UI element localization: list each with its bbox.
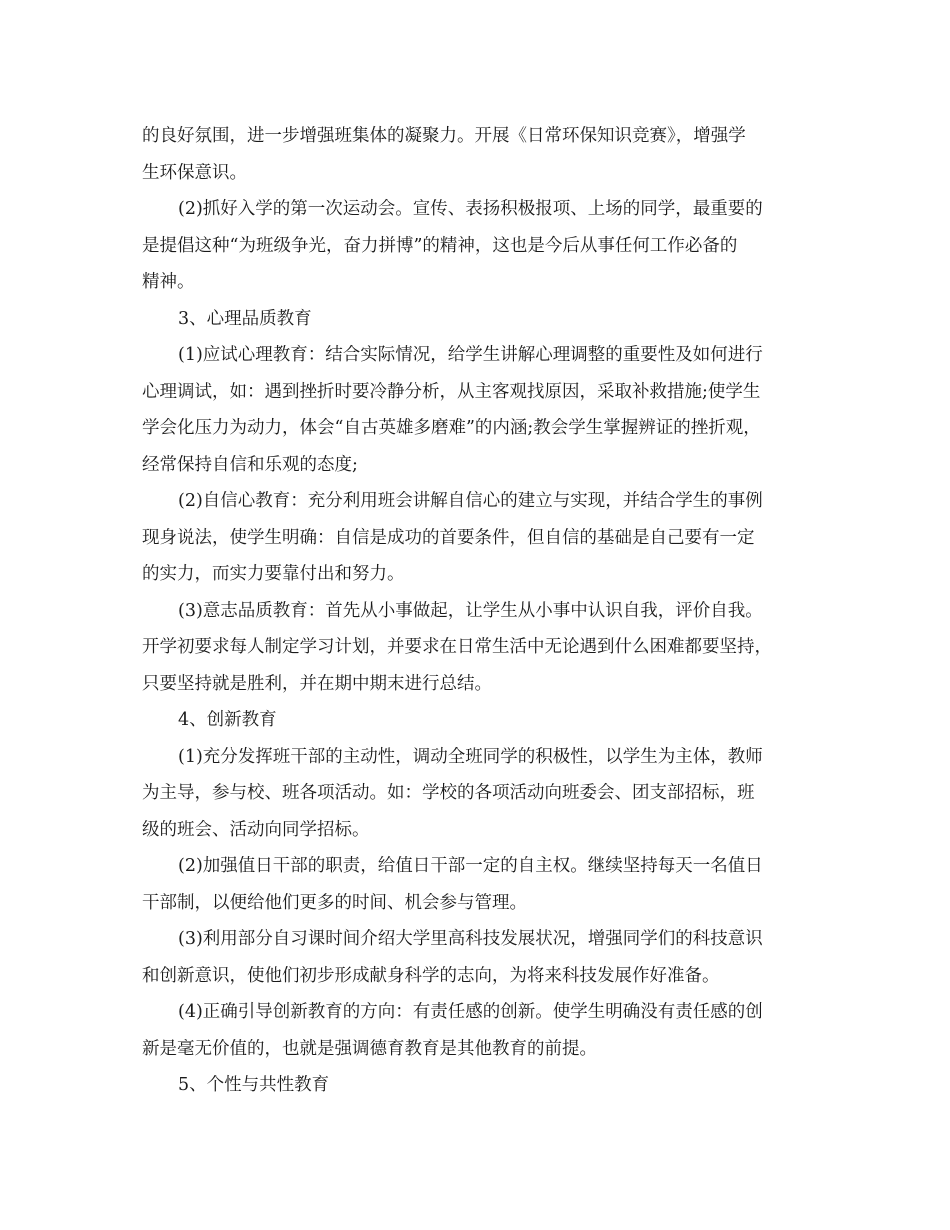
paragraph-line: 的良好氛围，进一步增强班集体的凝聚力。开展《日常环保知识竞赛》，增强学: [142, 126, 746, 146]
paragraph-line: 的实力，而实力要靠付出和努力。: [142, 564, 405, 584]
paragraph-line: (3)利用部分自习课时间介绍大学里高科技发展状况，增强同学们的科技意识: [178, 929, 763, 949]
paragraph-line: 为主导，参与校、班各项活动。如：学校的各项活动向班委会、团支部招标，班: [142, 783, 755, 803]
paragraph-line: 开学初要求每人制定学习计划，并要求在日常生活中无论遇到什么困难都要坚持，: [142, 637, 772, 657]
document-body: [142, 118, 814, 1104]
paragraph-line: 干部制，以便给他们更多的时间、机会参与管理。: [142, 892, 527, 913]
paragraph-line: 和创新意识，使他们初步形成献身科学的志向，为将来科技发展作好准备。: [142, 965, 720, 986]
paragraph-line: (3)意志品质教育：首先从小事做起，让学生从小事中认识自我，评价自我。: [178, 600, 763, 621]
section-heading: 3、心理品质教育: [178, 308, 312, 329]
paragraph-line: 学会化压力为动力，体会“自古英雄多磨难”的内涵;教会学生掌握辨证的挫折观，: [142, 418, 761, 438]
paragraph-line: (2)加强值日干部的职责，给值日干部一定的自主权。继续坚持每天一名值日: [178, 856, 763, 876]
paragraph-line: (2)自信心教育：充分利用班会讲解自信心的建立与实现，并结合学生的事例: [178, 491, 763, 511]
section-heading: 5、个性与共性教育: [178, 1075, 330, 1095]
paragraph-line: 只要坚持就是胜利，并在期中期末进行总结。: [142, 673, 492, 694]
paragraph-line: (2)抓好入学的第一次运动会。宣传、表扬积极报项、上场的同学，最重要的: [178, 199, 763, 219]
paragraph-line: 精神。: [142, 272, 195, 292]
paragraph-line: 经常保持自信和乐观的态度;: [142, 454, 358, 475]
paragraph-line: 是提倡这种“为班级争光，奋力拼博”的精神，这也是今后从事任何工作必备的: [142, 235, 738, 256]
paragraph-line: 现身说法，使学生明确：自信是成功的首要条件，但自信的基础是自己要有一定: [142, 527, 755, 548]
paragraph-line: (1)应试心理教育：结合实际情况，给学生讲解心理调整的重要性及如何进行: [178, 345, 763, 365]
paragraph-line: 心理调试，如：遇到挫折时要冷静分析，从主客观找原因，采取补救措施;使学生: [142, 381, 761, 402]
paragraph-line: 生环保意识。: [142, 162, 247, 183]
paragraph-line: (4)正确引导创新教育的方向：有责任感的创新。使学生明确没有责任感的创: [178, 1002, 763, 1022]
paragraph-line: (1)充分发挥班干部的主动性，调动全班同学的积极性，以学生为主体，教师: [178, 746, 763, 767]
paragraph-line: 级的班会、活动向同学招标。: [142, 819, 370, 840]
paragraph-line: 新是毫无价值的，也就是强调德育教育是其他教育的前提。: [142, 1038, 597, 1059]
section-heading: 4、创新教育: [178, 710, 277, 730]
